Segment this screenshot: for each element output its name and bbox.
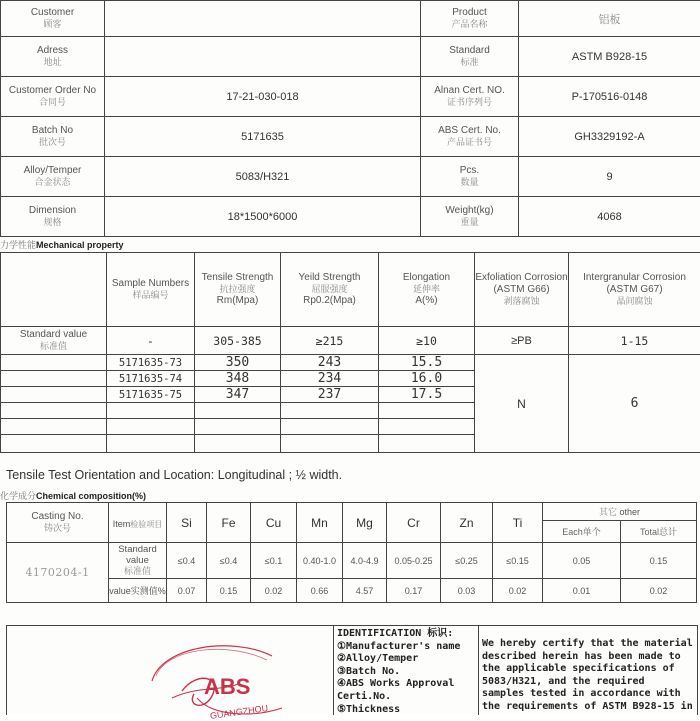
label-en: Dimension — [1, 205, 104, 217]
label-en: Product — [421, 7, 518, 19]
header-row — [1, 77, 700, 117]
label-cn: 重量 — [421, 217, 518, 228]
casting-number: 4170204-1 — [7, 543, 109, 603]
table-row: 5171635-75 347 237 17.5 — [1, 387, 700, 403]
header-row — [1, 37, 700, 77]
table-row: 5171635-74 348 234 16.0 — [1, 371, 700, 387]
header-value: 5171635 — [105, 117, 421, 157]
header-table — [0, 0, 700, 237]
certification-statement: We hereby certify that the material described herein has been made to the applicable specifications of 5083/H321, and the required samples tested in accordance with the requirements of ASTM B928-15 in — [479, 626, 697, 715]
exfoliation-result: N — [475, 355, 569, 453]
label-en: Alnan Cert. NO. — [421, 85, 518, 97]
label-cn: 合同号 — [1, 97, 104, 108]
header-value: 铝板 — [519, 1, 700, 37]
label-en: Standard — [421, 45, 518, 57]
header-value: 17-21-030-018 — [105, 77, 421, 117]
header-label — [421, 157, 519, 197]
header-label — [421, 197, 519, 237]
header-label — [1, 77, 105, 117]
label-en: Customer Order No — [1, 85, 104, 97]
header-value: GH3329192-A — [519, 117, 700, 157]
header-value: 9 — [519, 157, 700, 197]
label-cn: 批次号 — [1, 137, 104, 148]
header-value: P-170516-0148 — [519, 77, 700, 117]
header-row — [1, 1, 700, 37]
label-cn: 规格 — [1, 217, 104, 228]
header-label — [421, 77, 519, 117]
header-value — [105, 37, 421, 77]
label-cn: 地址 — [1, 57, 104, 68]
label-cn: 数量 — [421, 177, 518, 188]
chemical-section-title: 化学成分Chemical composition(%) — [0, 489, 146, 502]
header-label — [421, 117, 519, 157]
header-value: 18*1500*6000 — [105, 197, 421, 237]
table-row: 5171635-73 350 243 15.5 N 6 — [1, 355, 700, 371]
tensile-note: Tensile Test Orientation and Location: Longitudinal ; ½ width. — [6, 468, 342, 482]
label-en: ABS Cert. No. — [421, 125, 518, 137]
header-value — [105, 1, 421, 37]
header-value: ASTM B928-15 — [519, 37, 700, 77]
header-label — [1, 117, 105, 157]
abs-stamp-logo — [142, 636, 322, 721]
mechanical-header-row: Sample Numbers 样品编号 Tensile Strength 抗拉强度 Rm(Mpa) Yeild Strength 屈服强度 Rp0.2(Mpa) Elongation 延伸率 A(%) Exfoliation Corrosion (ASTM G66) 剥落腐蚀 Intergranular Corrosion (ASTM G67) 晶间腐蚀 — [1, 253, 700, 327]
label-cn: 合金状态 — [1, 177, 104, 188]
header-value: 4068 — [519, 197, 700, 237]
label-en: Customer — [1, 7, 104, 19]
stamp-brand-text: ABS — [204, 674, 250, 699]
header-label — [1, 197, 105, 237]
chemical-table: Casting No. 铸次号 Item检验项目 Si Fe Cu Mn Mg Cr Zn Ti 其它 other Each单个 Total总计 4170204-1 Standard value 标准值 ≤0.4 ≤0.4 ≤0.1 0.40-1.0 4.0-4.9 0.05-0.25 ≤0.25 ≤0.15 0.05 0.15 value实测值% 0.07 0.15 0.02 0.66 4.57 0.17 0.03 0.02 0.01 0.02 — [6, 502, 697, 603]
header-row — [1, 197, 700, 237]
header-value: 5083/H321 — [105, 157, 421, 197]
stamp-city-text: GUANGZHOU — [209, 703, 268, 721]
label-cn: 顾客 — [1, 19, 104, 30]
intergranular-result: 6 — [569, 355, 700, 453]
header-label — [1, 1, 105, 37]
mechanical-table — [0, 252, 700, 453]
header-label — [1, 37, 105, 77]
label-cn: 产品证书号 — [421, 137, 518, 148]
header-label — [421, 1, 519, 37]
header-label — [421, 37, 519, 77]
mechanical-standard-row: Standard value 标准值 - 305-385 ≥215 ≥10 ≥PB 1-15 — [1, 327, 700, 355]
label-en: Batch No — [1, 125, 104, 137]
label-cn: 标准 — [421, 57, 518, 68]
label-en: Pcs. — [421, 165, 518, 177]
identification-block: IDENTIFICATION 标识: ①Manufacturer's name ②Alloy/Temper ③Batch No. ④ABS Works Approval Certi.No. ⑤Thickness — [333, 626, 479, 715]
label-en: Adress — [1, 45, 104, 57]
label-cn: 证书序列号 — [421, 97, 518, 108]
label-en: Alloy/Temper — [1, 165, 104, 177]
label-cn: 产品名称 — [421, 19, 518, 30]
mechanical-section-title: 力学性能Mechanical property — [0, 238, 124, 251]
certification-footer — [6, 625, 698, 715]
header-row — [1, 117, 700, 157]
header-label — [1, 157, 105, 197]
label-en: Weight(kg) — [421, 205, 518, 217]
header-row — [1, 157, 700, 197]
